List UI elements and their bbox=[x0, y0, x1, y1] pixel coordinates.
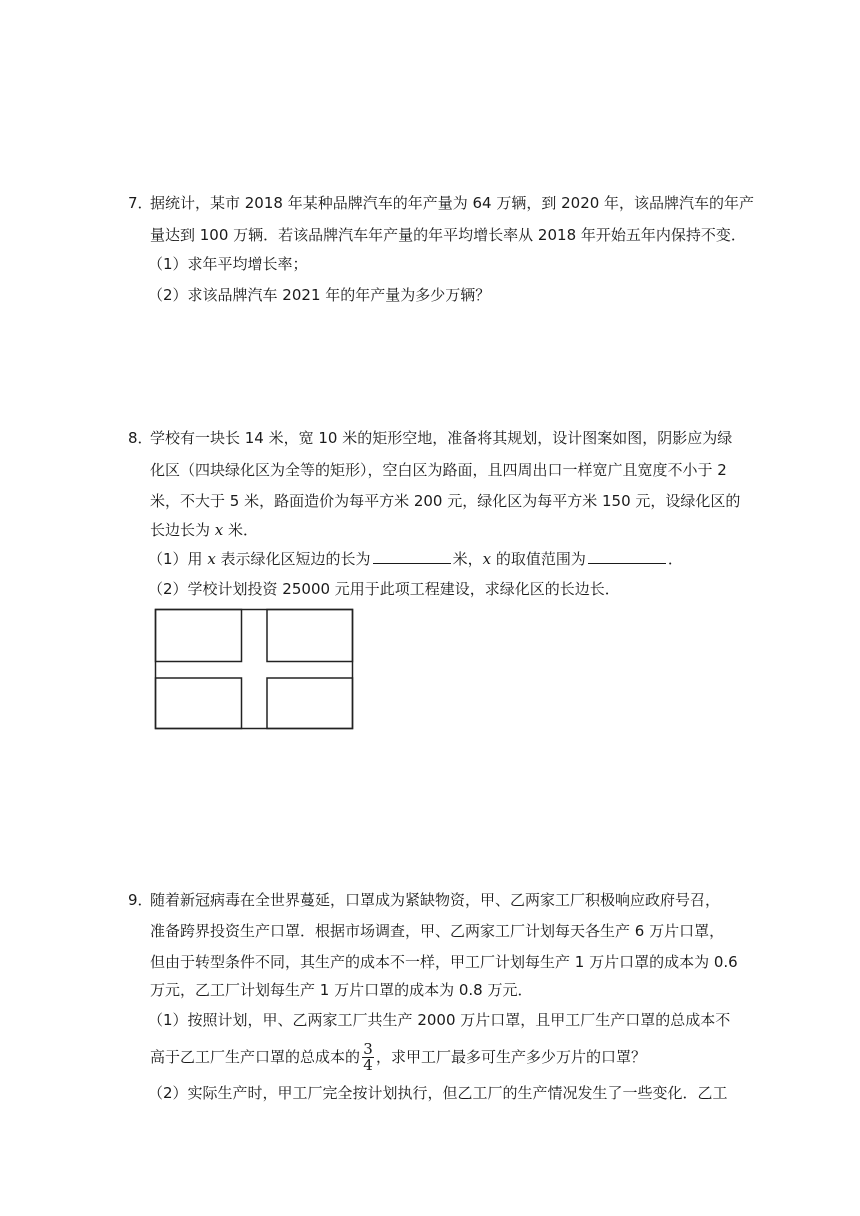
question-number: 8． bbox=[128, 429, 153, 447]
question-text-line: 米，不大于 5 米，路面造价为每平方米 200 元，绿化区为每平方米 150 元，设绿化区的 bbox=[150, 492, 741, 510]
text-segment: 米． bbox=[223, 521, 259, 539]
question-text-line: 化区（四块绿化区为全等的矩形），空白区为路面，且四周出口一样宽广且宽度不小于 2 bbox=[150, 461, 727, 479]
question-text-line: 万元，乙工厂计划每生产 1 万片口罩的成本为 0.8 万元． bbox=[150, 981, 533, 999]
fraction bbox=[362, 1042, 374, 1073]
text-segment: 的取值范围为 bbox=[491, 550, 586, 568]
question-text-line bbox=[150, 520, 258, 540]
text-segment: 表示绿化区短边的长为 bbox=[215, 550, 371, 568]
text-segment: （1）用 bbox=[148, 550, 208, 568]
sub-question-1: （1）按照计划，甲、乙两家工厂共生产 2000 万片口罩，且甲工厂生产口罩的总成本不 bbox=[148, 1011, 731, 1029]
question-number: 7． bbox=[128, 194, 153, 212]
text-segment: ． bbox=[667, 550, 683, 568]
sub-question-2: （2）学校计划投资 25000 元用于此项工程建设，求绿化区的长边长． bbox=[148, 580, 620, 598]
fraction-denominator: 4 bbox=[363, 1056, 373, 1074]
question-text-line: 准备跨界投资生产口罩．根据市场调查，甲、乙两家工厂计划每天各生产 6 万片口罩， bbox=[150, 922, 725, 940]
sub-question-2: （2）实际生产时，甲工厂完全按计划执行，但乙工厂的生产情况发生了一些变化．乙工 bbox=[148, 1084, 728, 1102]
fraction-numerator: 3 bbox=[363, 1040, 373, 1058]
question-text-line: 据统计，某市 2018 年某种品牌汽车的年产量为 64 万辆，到 2020 年，该品牌汽车的年产 bbox=[150, 194, 755, 212]
text-segment: 长边长为 bbox=[150, 521, 215, 539]
variable-x: x bbox=[214, 521, 224, 539]
question-text-line: 随着新冠病毒在全世界蔓延，口罩成为紧缺物资，甲、乙两家工厂积极响应政府号召， bbox=[150, 891, 721, 909]
variable-x: x bbox=[482, 550, 492, 568]
text-segment: 高于乙工厂生产口罩的总成本的 bbox=[150, 1048, 361, 1066]
answer-blank[interactable] bbox=[588, 549, 666, 564]
sub-question-1-line2 bbox=[150, 1042, 646, 1073]
text-segment: ，求甲工厂最多可生产多少万片的口罩？ bbox=[376, 1048, 647, 1066]
sub-question-1 bbox=[148, 549, 683, 569]
variable-x: x bbox=[207, 550, 216, 568]
question-text-line: 学校有一块长 14 米，宽 10 米的矩形空地，准备将其规划，设计图案如图，阴影应为绿 bbox=[150, 429, 733, 447]
question-text-line: 量达到 100 万辆．若该品牌汽车年产量的年平均增长率从 2018 年开始五年内保持不变． bbox=[150, 226, 746, 244]
green-area-diagram bbox=[154, 608, 354, 730]
answer-blank[interactable] bbox=[373, 549, 451, 564]
sub-question-1: （1）求年平均增长率； bbox=[148, 255, 308, 273]
sub-question-2: （2）求该品牌汽车 2021 年的年产量为多少万辆？ bbox=[148, 286, 491, 304]
question-number: 9． bbox=[128, 891, 153, 909]
text-segment: 米， bbox=[452, 550, 483, 568]
question-text-line: 但由于转型条件不同，其生产的成本不一样，甲工厂计划每生产 1 万片口罩的成本为 0.6 bbox=[150, 953, 738, 971]
